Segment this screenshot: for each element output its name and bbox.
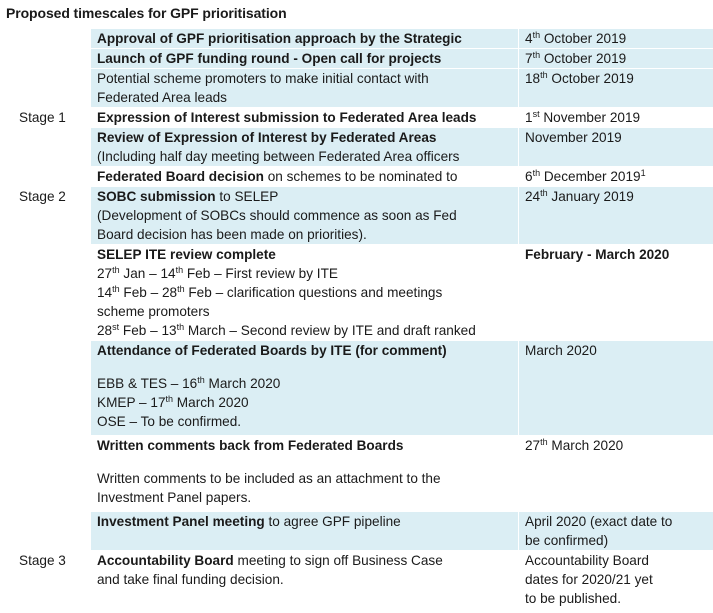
activity-cell: [91, 167, 519, 187]
date-line: [525, 29, 709, 48]
date-line: [525, 512, 709, 531]
activity-text: scheme promoters: [97, 304, 210, 319]
activity-bold: Attendance of Federated Boards by ITE (for comment): [97, 343, 447, 358]
activity-text: (Development of SOBCs should commence as soon as Fed: [97, 208, 457, 223]
activity-line: [97, 488, 514, 507]
table-row: [1, 167, 713, 187]
activity-text: 28: [97, 323, 113, 338]
activity-line: [97, 436, 514, 455]
date-line: [525, 108, 709, 127]
activity-bold: Federated Board decision: [97, 169, 264, 184]
date-cell: [519, 245, 713, 341]
spacer: [97, 360, 514, 374]
date-text: February - March 2020: [525, 247, 670, 262]
activity-cell: [91, 69, 519, 108]
stage-cell: [1, 49, 91, 69]
activity-line: [97, 108, 514, 127]
ordinal-suffix: th: [532, 50, 541, 60]
ordinal-suffix: st: [532, 109, 540, 119]
date-cell: [519, 69, 713, 108]
stage-cell: [1, 69, 91, 108]
activity-line: [97, 469, 514, 488]
activity-text: (Including half day meeting between Federated Area officers: [97, 149, 460, 164]
activity-cell: [91, 512, 519, 551]
table-row: [1, 341, 713, 436]
activity-line: [97, 128, 514, 147]
date-text: 18: [525, 71, 541, 86]
activity-cell: [91, 245, 519, 341]
activity-text: 27: [97, 266, 113, 281]
ordinal-suffix: th: [165, 394, 174, 404]
date-text: 1: [525, 110, 533, 125]
table-row: [1, 128, 713, 167]
stage-cell: [1, 128, 91, 167]
activity-line: [97, 49, 514, 68]
date-text: 6: [525, 169, 533, 184]
activity-line: [97, 512, 514, 531]
table-row: [1, 108, 713, 128]
activity-text: Board decision has been made on priorities).: [97, 227, 367, 242]
date-line: to be published.: [525, 591, 621, 606]
activity-cell: [91, 128, 519, 167]
activity-cell: [91, 551, 519, 609]
activity-line: [97, 167, 514, 186]
ordinal-suffix: th: [176, 322, 185, 332]
date-cell: [519, 187, 713, 245]
activity-bold: Launch of GPF funding round - Open call for projects: [97, 51, 442, 66]
activity-text: on schemes to be nominated to: [263, 169, 458, 184]
activity-text: Feb – 13: [119, 323, 177, 338]
table-row: [1, 551, 713, 609]
activity-text: EBB & TES – 16: [97, 376, 198, 391]
activity-text: to agree GPF pipeline: [264, 514, 401, 529]
spacer: [97, 455, 514, 469]
date-cell: [519, 167, 713, 187]
activity-line: [97, 393, 514, 412]
activity-text: March 2020: [173, 395, 249, 410]
activity-line: [97, 88, 514, 107]
activity-text: Investment Panel papers.: [97, 490, 252, 505]
date-line: [525, 128, 709, 147]
activity-text: meeting to sign off Business Case: [233, 553, 443, 568]
activity-line: [97, 187, 514, 206]
activity-line: [97, 374, 514, 393]
date-line: [525, 167, 709, 186]
table-row: [1, 49, 713, 69]
date-cell: [519, 128, 713, 167]
date-line: [525, 187, 709, 206]
date-text: April 2020 (exact date to: [525, 514, 673, 529]
activity-line: [97, 570, 514, 589]
activity-bold: Investment Panel meeting: [97, 514, 265, 529]
activity-text: Potential scheme promoters to make initial contact with: [97, 71, 429, 86]
activity-line: [97, 29, 514, 48]
timescales-table: [0, 28, 713, 609]
ordinal-suffix: th: [177, 284, 185, 294]
activity-line: [97, 225, 514, 244]
ordinal-suffix: th: [197, 375, 205, 385]
activity-text: Written comments to be included as an attachment to the: [97, 471, 441, 486]
activity-line: [97, 341, 514, 360]
stage-cell: [1, 512, 91, 551]
activity-text: Feb – First review by ITE: [183, 266, 338, 281]
table-row: [1, 29, 713, 49]
activity-line: [97, 147, 514, 166]
date-text: March 2020: [525, 343, 597, 358]
activity-bold: SELEP ITE review complete: [97, 247, 276, 262]
ordinal-suffix: th: [540, 188, 548, 198]
activity-bold: SOBC submission: [97, 189, 216, 204]
activity-line: [97, 245, 514, 264]
activity-text: 14: [97, 285, 113, 300]
activity-line: [97, 551, 514, 570]
date-text: October 2019: [547, 71, 634, 86]
date-text: October 2019: [540, 51, 627, 66]
date-text: November 2019: [525, 130, 622, 145]
activity-text: KMEP – 17: [97, 395, 166, 410]
ordinal-suffix: st: [112, 322, 120, 332]
date-line: [525, 49, 709, 68]
activity-text: March – Second review by ITE and draft ranked: [184, 323, 476, 338]
date-line: be confirmed): [525, 533, 609, 548]
stage-cell: [1, 341, 91, 436]
activity-cell: [91, 187, 519, 245]
activity-line: [97, 206, 514, 225]
activity-line: [97, 302, 514, 321]
date-cell: [519, 551, 713, 609]
activity-text: OSE – To be confirmed.: [97, 414, 242, 429]
activity-bold: Approval of GPF prioritisation approach by the Strategic: [97, 31, 462, 46]
date-text: 24: [525, 189, 541, 204]
date-line: [525, 245, 709, 264]
date-line: [525, 551, 709, 570]
table-row: [1, 245, 713, 341]
date-cell: [519, 49, 713, 69]
date-text: 7: [525, 51, 533, 66]
ordinal-suffix: th: [540, 70, 548, 80]
page-title: Proposed timescales for GPF prioritisation: [6, 5, 287, 21]
date-text: December 2019: [540, 169, 641, 184]
activity-bold: Written comments back from Federated Boards: [97, 438, 404, 453]
activity-cell: [91, 436, 519, 512]
stage-cell: [1, 29, 91, 49]
ordinal-suffix: th: [532, 30, 541, 40]
ordinal-suffix: th: [532, 168, 541, 178]
ordinal-suffix: th: [540, 437, 548, 447]
stage-cell: Stage 3: [1, 551, 91, 609]
date-text: 27: [525, 438, 541, 453]
ordinal-suffix: th: [112, 284, 120, 294]
activity-cell: [91, 29, 519, 49]
date-cell: [519, 512, 713, 551]
date-cell: [519, 108, 713, 128]
date-cell: [519, 341, 713, 436]
activity-text: March 2020: [204, 376, 281, 391]
stage-cell: Stage 2: [1, 187, 91, 245]
activity-cell: [91, 341, 519, 436]
table-row: [1, 436, 713, 512]
table-row: [1, 69, 713, 108]
date-line: [525, 69, 709, 88]
activity-line: [97, 69, 514, 88]
activity-line: [97, 321, 514, 340]
activity-text: Jan – 14: [119, 266, 176, 281]
ordinal-suffix: th: [175, 265, 184, 275]
table-row: [1, 187, 713, 245]
activity-line: [97, 283, 514, 302]
date-cell: [519, 29, 713, 49]
date-text: January 2019: [547, 189, 634, 204]
stage-cell: [1, 245, 91, 341]
date-text: October 2019: [540, 31, 627, 46]
date-text: March 2020: [547, 438, 624, 453]
activity-cell: [91, 108, 519, 128]
activity-bold: Review of Expression of Interest by Federated Areas: [97, 130, 437, 145]
stage-cell: [1, 436, 91, 512]
date-cell: [519, 436, 713, 512]
date-line: [525, 341, 709, 360]
table-row: [1, 512, 713, 551]
date-line: [525, 436, 709, 455]
date-text: November 2019: [539, 110, 641, 125]
date-text: Accountability Board: [525, 553, 649, 568]
activity-text: Federated Area leads: [97, 90, 227, 105]
stage-cell: Stage 1: [1, 108, 91, 128]
activity-bold: Accountability Board: [97, 553, 234, 568]
activity-line: [97, 412, 514, 431]
activity-bold: Expression of Interest submission to Federated Area leads: [97, 110, 477, 125]
stage-cell: [1, 167, 91, 187]
footnote-marker: 1: [640, 168, 646, 178]
activity-text: and take final funding decision.: [97, 572, 284, 587]
date-line: dates for 2020/21 yet: [525, 572, 653, 587]
activity-text: Feb – 28: [119, 285, 178, 300]
ordinal-suffix: th: [112, 265, 120, 275]
activity-line: [97, 264, 514, 283]
activity-cell: [91, 49, 519, 69]
date-text: 4: [525, 31, 533, 46]
activity-text: Feb – clarification questions and meetings: [184, 285, 443, 300]
activity-text: to SELEP: [215, 189, 279, 204]
